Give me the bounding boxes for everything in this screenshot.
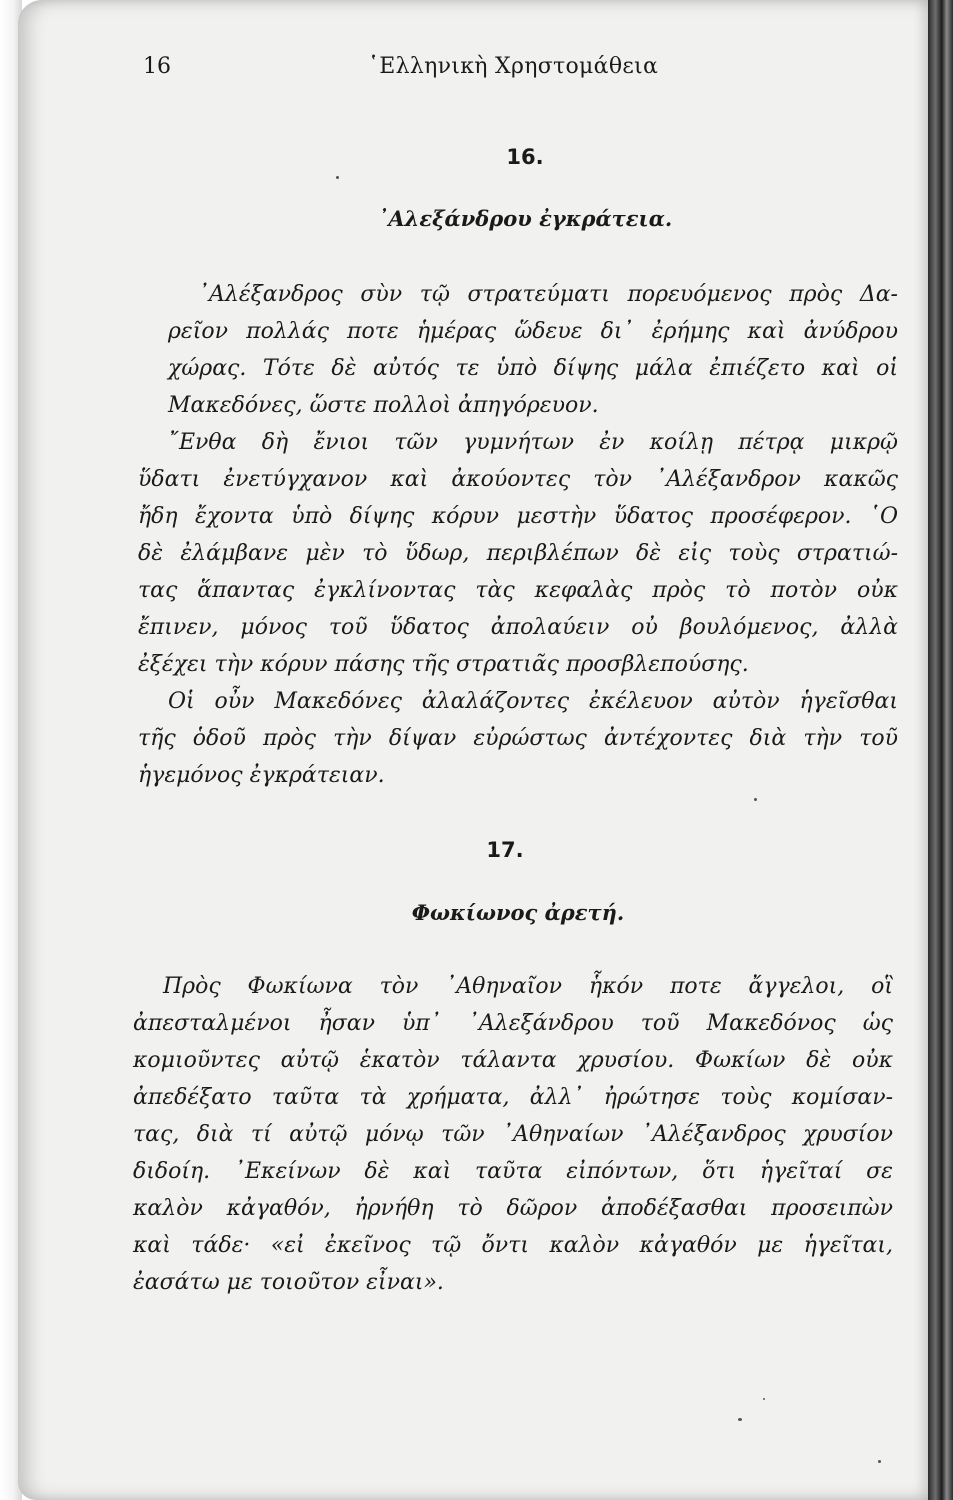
running-title: ῾Ελληνικὴ Χρηστομάθεια: [368, 54, 659, 79]
section-text: [138, 276, 898, 794]
text-line: κομιοῦντες αὐτῷ ἑκατὸν τάλαντα χρυσίου. Φωκίων δὲ οὐκ: [133, 1048, 893, 1073]
text-line: ὕδατι ἐνετύγχανον καὶ ἀκούοντες τὸν ᾿Αλέξανδρον κακῶς: [138, 467, 898, 492]
paragraph: [133, 968, 893, 1301]
text-line: Μακεδόνες, ὥστε πολλοὶ ἀπηγόρευον.: [168, 393, 599, 418]
text-line: ἔπινεν, μόνος τοῦ ὕδατος ἀπολαύειν οὐ βουλόμενος, ἀλλὰ: [138, 615, 898, 640]
text-line: ἀπεσταλμένοι ἦσαν ὑπ᾿ ᾿Αλεξάνδρου τοῦ Μακεδόνος ὡς: [133, 1011, 893, 1036]
text-line: Οἱ οὖν Μακεδόνες ἀλαλάζοντες ἐκέλευον αὐτὸν ἡγεῖσθαι: [168, 689, 898, 714]
page-right-edge: [928, 0, 953, 1500]
text-line: καλὸν κἀγαθόν, ἠρνήθη τὸ δῶρον ἀποδέξασθαι προσειπὼν: [133, 1196, 893, 1221]
section-number: 16.: [506, 145, 544, 169]
page-number: 16: [143, 54, 171, 79]
text-line: καὶ τάδε· «εἰ ἐκεῖνος τῷ ὄντι καλὸν κἀγαθόν με ἡγεῖται,: [133, 1233, 893, 1258]
paragraph: [138, 683, 898, 794]
text-line: χώρας. Τότε δὲ αὐτός τε ὑπὸ δίψης μάλα ἐπιέζετο καὶ οἱ: [168, 356, 898, 381]
text-line: ῎Ενθα δὴ ἔνιοι τῶν γυμνήτων ἐν κοίλῃ πέτρᾳ μικρῷ: [168, 430, 898, 455]
text-line: δὲ ἐλάμβανε μὲν τὸ ὕδωρ, περιβλέπων δὲ εἰς τοὺς στρατιώ-: [138, 541, 898, 566]
text-line: ἐασάτω με τοιοῦτον εἶναι».: [133, 1270, 444, 1295]
text-line: ἤδη ἔχοντα ὑπὸ δίψης κόρυν μεστὴν ὕδατος προσέφερον. ῾Ο: [138, 504, 898, 529]
scan-speck: [738, 1418, 742, 1421]
scan-speck: [878, 1460, 881, 1463]
text-line: ἡγεμόνος ἐγκράτειαν.: [138, 763, 385, 788]
scan-speck: [763, 1398, 765, 1400]
text-line: ἐξέχει τὴν κόρυν πάσης τῆς στρατιᾶς προσβλεπούσης.: [138, 652, 749, 677]
text-line: ἀπεδέξατο ταῦτα τὰ χρήματα, ἀλλ᾿ ἠρώτησε τοὺς κομίσαν-: [133, 1085, 893, 1110]
book-page: [18, 0, 928, 1500]
section-title: Φωκίωνος ἀρετή.: [411, 900, 625, 925]
text-line: τας ἅπαντας ἐγκλίνοντας τὰς κεφαλὰς πρὸς τὸ ποτὸν οὐκ: [138, 578, 898, 603]
text-line: τῆς ὁδοῦ πρὸς τὴν δίψαν εὐρώστως ἀντέχοντες διὰ τὴν τοῦ: [138, 726, 898, 751]
running-head: [18, 52, 928, 88]
scan-speck: [336, 176, 339, 179]
paragraph: [138, 424, 898, 683]
text-line: διδοίη. ᾿Εκείνων δὲ καὶ ταῦτα εἰπόντων, ὅτι ἡγεῖταί σε: [133, 1159, 893, 1184]
section-title: ᾿Αλεξάνδρου ἐγκράτεια.: [377, 206, 673, 231]
text-line: Πρὸς Φωκίωνα τὸν ᾿Αθηναῖον ἧκόν ποτε ἄγγελοι, οἳ: [163, 974, 893, 999]
text-line: τας, διὰ τί αὐτῷ μόνῳ τῶν ᾿Αθηναίων ᾿Αλέξανδρος χρυσίον: [133, 1122, 893, 1147]
section-text: [133, 968, 893, 1301]
text-line: ᾿Αλέξανδρος σὺν τῷ στρατεύματι πορευόμενος πρὸς Δα-: [198, 282, 898, 307]
text-line: ρεῖον πολλάς ποτε ἡμέρας ὥδευε δι᾿ ἐρήμης καὶ ἀνύδρου: [168, 319, 898, 344]
section-number: 17.: [486, 838, 524, 862]
paragraph: [138, 276, 898, 424]
scan-speck: [754, 798, 757, 801]
